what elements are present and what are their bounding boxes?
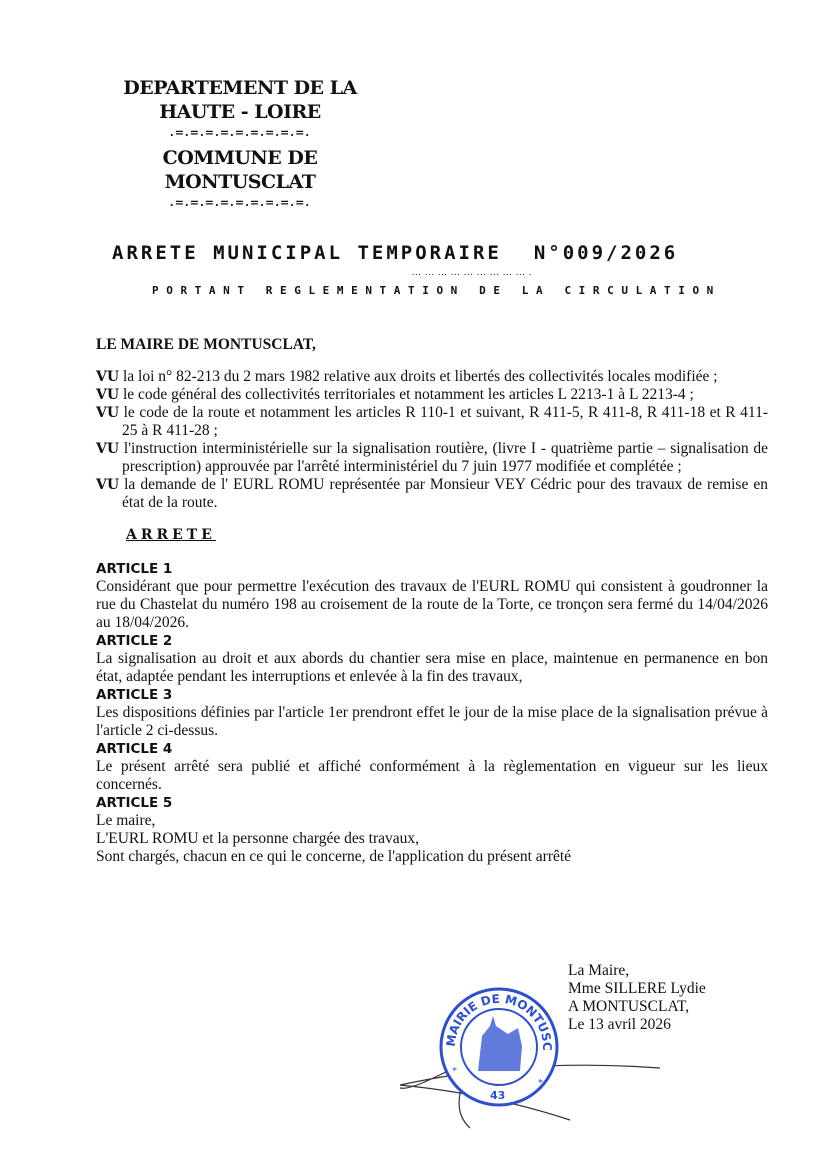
maire-heading: LE MAIRE DE MONTUSCLAT, [96, 336, 316, 353]
signature-date: Le 13 avril 2026 [568, 1016, 671, 1033]
vu-item [96, 368, 768, 386]
vu-text: la loi n° 82-213 du 2 mars 1982 relative aux droits et libertés des collectivités locales modifiée ; [122, 368, 718, 385]
article-title: ARTICLE 5 [96, 795, 173, 811]
articles [96, 560, 768, 866]
svg-text:*: * [452, 1066, 457, 1077]
vu-label: VU [96, 369, 120, 385]
subtitle: PORTANT REGLEMENTATION DE LA CIRCULATION [152, 284, 721, 297]
vu-item [96, 386, 768, 404]
article-title: ARTICLE 3 [96, 687, 173, 703]
signature-name: Mme SILLERE Lydie [568, 980, 706, 997]
article-text: Le présent arrêté sera publié et affiché conformément à la règlementation en vigueur sur les lieux concernés. [96, 758, 768, 793]
separator: .=.=.=.=.=.=.=.=.=. [169, 126, 311, 139]
title-main: ARRETE MUNICIPAL TEMPORAIRE [112, 242, 502, 264]
vu-item [96, 404, 768, 440]
article-text: Les dispositions définies par l'article 1er prendront effet le jour de la mise place de la signalisation prévue à l'article 2 ci-dessus. [96, 704, 768, 739]
title-dots: ... ... ... ... ... ... ... ... ... . [412, 267, 533, 277]
signature-place: A MONTUSCLAT, [568, 998, 690, 1015]
article-title: ARTICLE 1 [96, 561, 173, 577]
article-text: Considérant que pour permettre l'exécution des travaux de l'EURL ROMU qui consistent à goudronner la rue du Chastelat du numéro 198 au croisement de la route de la Torte, ce tronçon sera fermé du 14/04/2026 au 18/04/2026. [96, 578, 768, 631]
document-title [112, 242, 678, 264]
article-text: Le maire, [96, 812, 156, 829]
header-block [110, 76, 370, 216]
separator: .=.=.=.=.=.=.=.=.=. [169, 196, 311, 209]
vu-label: VU [96, 387, 120, 403]
vu-text: le code de la route et notamment les articles R 110-1 et suivant, R 411-5, R 411-8, R 411-18 et R 411-25 à R 411-28 ; [122, 404, 768, 439]
stamp-text: MAIRIE DE MONTUSC [443, 991, 555, 1051]
article-text: Sont chargés, chacun en ce qui le concerne, de l'application du présent arrêté [96, 848, 572, 865]
vu-item [96, 440, 768, 476]
svg-text:*: * [538, 1078, 543, 1089]
signature-block [568, 962, 706, 1034]
article-title: ARTICLE 4 [96, 741, 173, 757]
department-line1: DEPARTEMENT DE LA [123, 77, 357, 99]
vu-text: la demande de l' EURL ROMU représentée par Monsieur VEY Cédric pour des travaux de remise en état de la route. [122, 476, 769, 511]
vu-label: VU [96, 441, 120, 457]
article-title: ARTICLE 2 [96, 633, 173, 649]
department-line2: HAUTE - LOIRE [159, 101, 321, 123]
article-text: L'EURL ROMU et la personne chargée des travaux, [96, 830, 420, 847]
arrete-number: N°009/2026 [533, 242, 679, 264]
vu-text: l'instruction interministérielle sur la signalisation routière, (livre I - quatrième partie – signalisation de prescription) approuvée par l'arrêté interministériel du 7 juin 1977 modifiée et complétée ; [122, 440, 769, 475]
vu-item [96, 476, 768, 512]
vu-list [96, 368, 768, 512]
vu-text: le code général des collectivités territoriales et notamment les articles L 2213-1 à L 2213-4 ; [122, 386, 694, 403]
document-body [96, 336, 768, 866]
signature-role: La Maire, [568, 962, 630, 979]
stamp-number: 43 [490, 1089, 506, 1102]
commune-line1: COMMUNE DE [162, 147, 318, 169]
vu-label: VU [96, 477, 120, 493]
mairie-stamp [438, 986, 560, 1113]
commune-line2: MONTUSCLAT [164, 171, 316, 193]
article-text: La signalisation au droit et aux abords du chantier sera mise en place, maintenue en permanence en bon état, adaptée pendant les interruptions et enlevée à la fin des travaux, [96, 650, 768, 685]
arrete-heading: ARRETE [126, 527, 216, 543]
vu-label: VU [96, 405, 120, 421]
